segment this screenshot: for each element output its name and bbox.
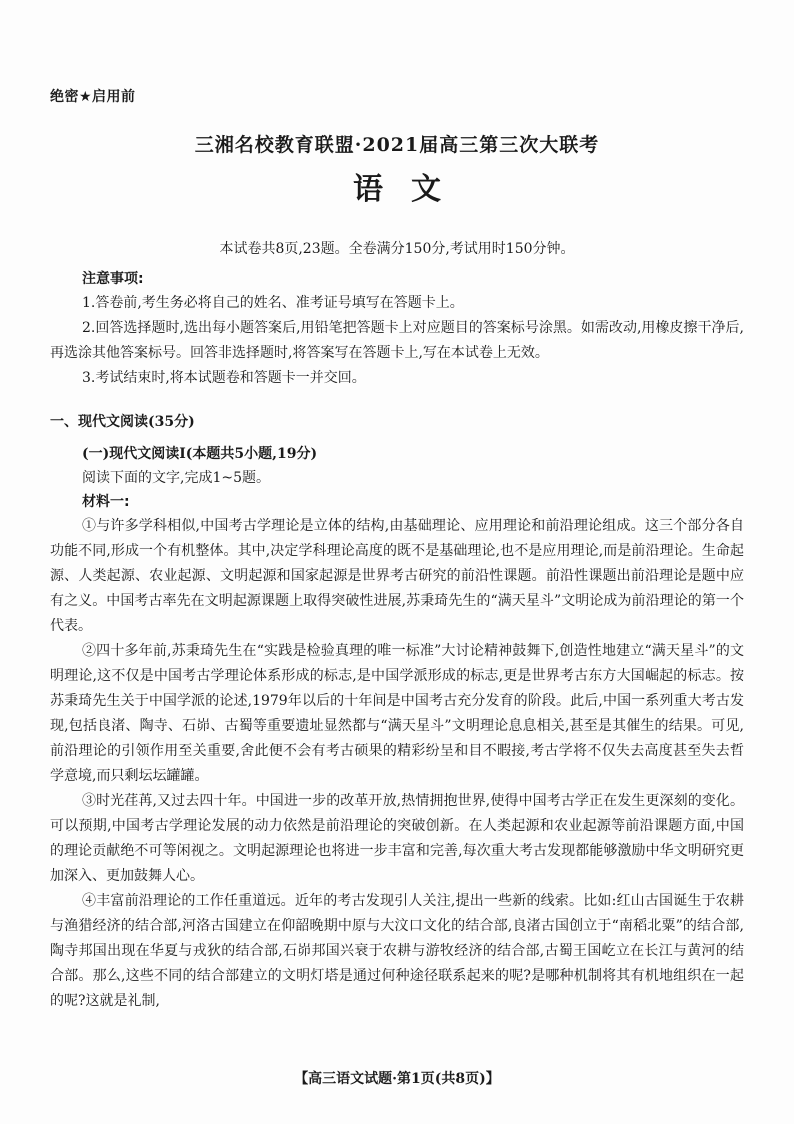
material-label: 材料一: (82, 494, 130, 510)
section-heading: 一、现代文阅读(35分) (50, 414, 195, 430)
subsection-heading: (一)现代文阅读Ⅰ(本题共5小题,19分) (82, 446, 318, 462)
exam-intro: 本试卷共8页,23题。全卷满分150分,考试用时150分钟。 (219, 241, 575, 257)
material-paragraph: ②四十多年前,苏秉琦先生在“实践是检验真理的唯一标准”大讨论精神鼓舞下,创造性地建立“满天星斗”的文明理论,这不仅是中国考古学理论体系形成的标志,是中国学派形成的标志,更是世界考古东方大国崛起的标志。按苏秉琦先生关于中国学派的论述,1979年以后的十年间是中国考古充分发育的阶段。此后,中国一系列重大考古发现,包括良渚、陶寺、石峁、古蜀等重要遗址显然都与“满天星斗”文明理论息息相关,甚至是其催生的结果。可见,前沿理论的引领作用至关重要,舍此便不会有考古硕果的精彩纷呈和目不暇接,考古学将不仅失去高度甚至失去哲学意境,而只剩坛坛罐罐。 (50, 643, 744, 784)
note-item: 3.考试结束时,将本试题卷和答题卡一并交回。 (82, 370, 366, 386)
note-item: 2.回答选择题时,选出每小题答案后,用铅笔把答题卡上对应题目的答案标号涂黑。如需改动,用橡皮擦干净后,再选涂其他答案标号。回答非选择题时,将答案写在答题卡上,写在本试卷上无效。 (50, 320, 744, 361)
notes-heading: 注意事项: (82, 271, 144, 287)
material-paragraph: ①与许多学科相似,中国考古学理论是立体的结构,由基础理论、应用理论和前沿理论组成。这三个部分各自功能不同,形成一个有机整体。其中,决定学科理论高度的既不是基础理论,也不是应用理论,而是前沿理论。生命起源、人类起源、农业起源、文明起源和国家起源是世界考古研究的前沿性课题。前沿性课题出前沿理论是题中应有之义。中国考古率先在文明起源课题上取得突破性进展,苏秉琦先生的“满天星斗”文明论成为前沿理论的第一个代表。 (50, 518, 744, 634)
material-paragraph: ④丰富前沿理论的工作任重道远。近年的考古发现引人关注,提出一些新的线索。比如:红山古国诞生于农耕与渔猎经济的结合部,河洛古国建立在仰韶晚期中原与大汶口文化的结合部,良渚古国创立于“南稻北粟”的结合部,陶寺邦国出现在华夏与戎狄的结合部,石峁邦国兴衰于农耕与游牧经济的结合部,古蜀王国屹立在长江与黄河的结合部。那么,这些不同的结合部建立的文明灯塔是通过何种途径联系起来的呢?是哪种机制将其有机地组织在一起的呢?这就是礼制, (50, 893, 744, 1009)
reading-instruction: 阅读下面的文字,完成1~5题。 (82, 470, 270, 486)
exam-title: 三湘名校教育联盟·2021届高三第三次大联考 (194, 134, 600, 156)
subject-title: 语文 (353, 172, 469, 207)
note-item: 1.答卷前,考生务必将自己的姓名、准考证号填写在答题卡上。 (82, 295, 464, 311)
confidential-mark: 绝密★启用前 (50, 89, 136, 105)
material-paragraph: ③时光荏苒,又过去四十年。中国进一步的改革开放,热情拥抱世界,使得中国考古学正在发生更深刻的变化。可以预期,中国考古学理论发展的动力依然是前沿理论的突破创新。在人类起源和农业起源等前沿课题方面,中国的理论贡献绝不可等闲视之。文明起源理论也将进一步丰富和完善,每次重大考古发现都能够激励中华文明研究更加深入、更加鼓舞人心。 (50, 793, 744, 884)
material-text (50, 514, 744, 1014)
page-footer: 【高三语文试题·第1页(共8页)】 (294, 1071, 500, 1087)
notes-list (50, 291, 744, 391)
